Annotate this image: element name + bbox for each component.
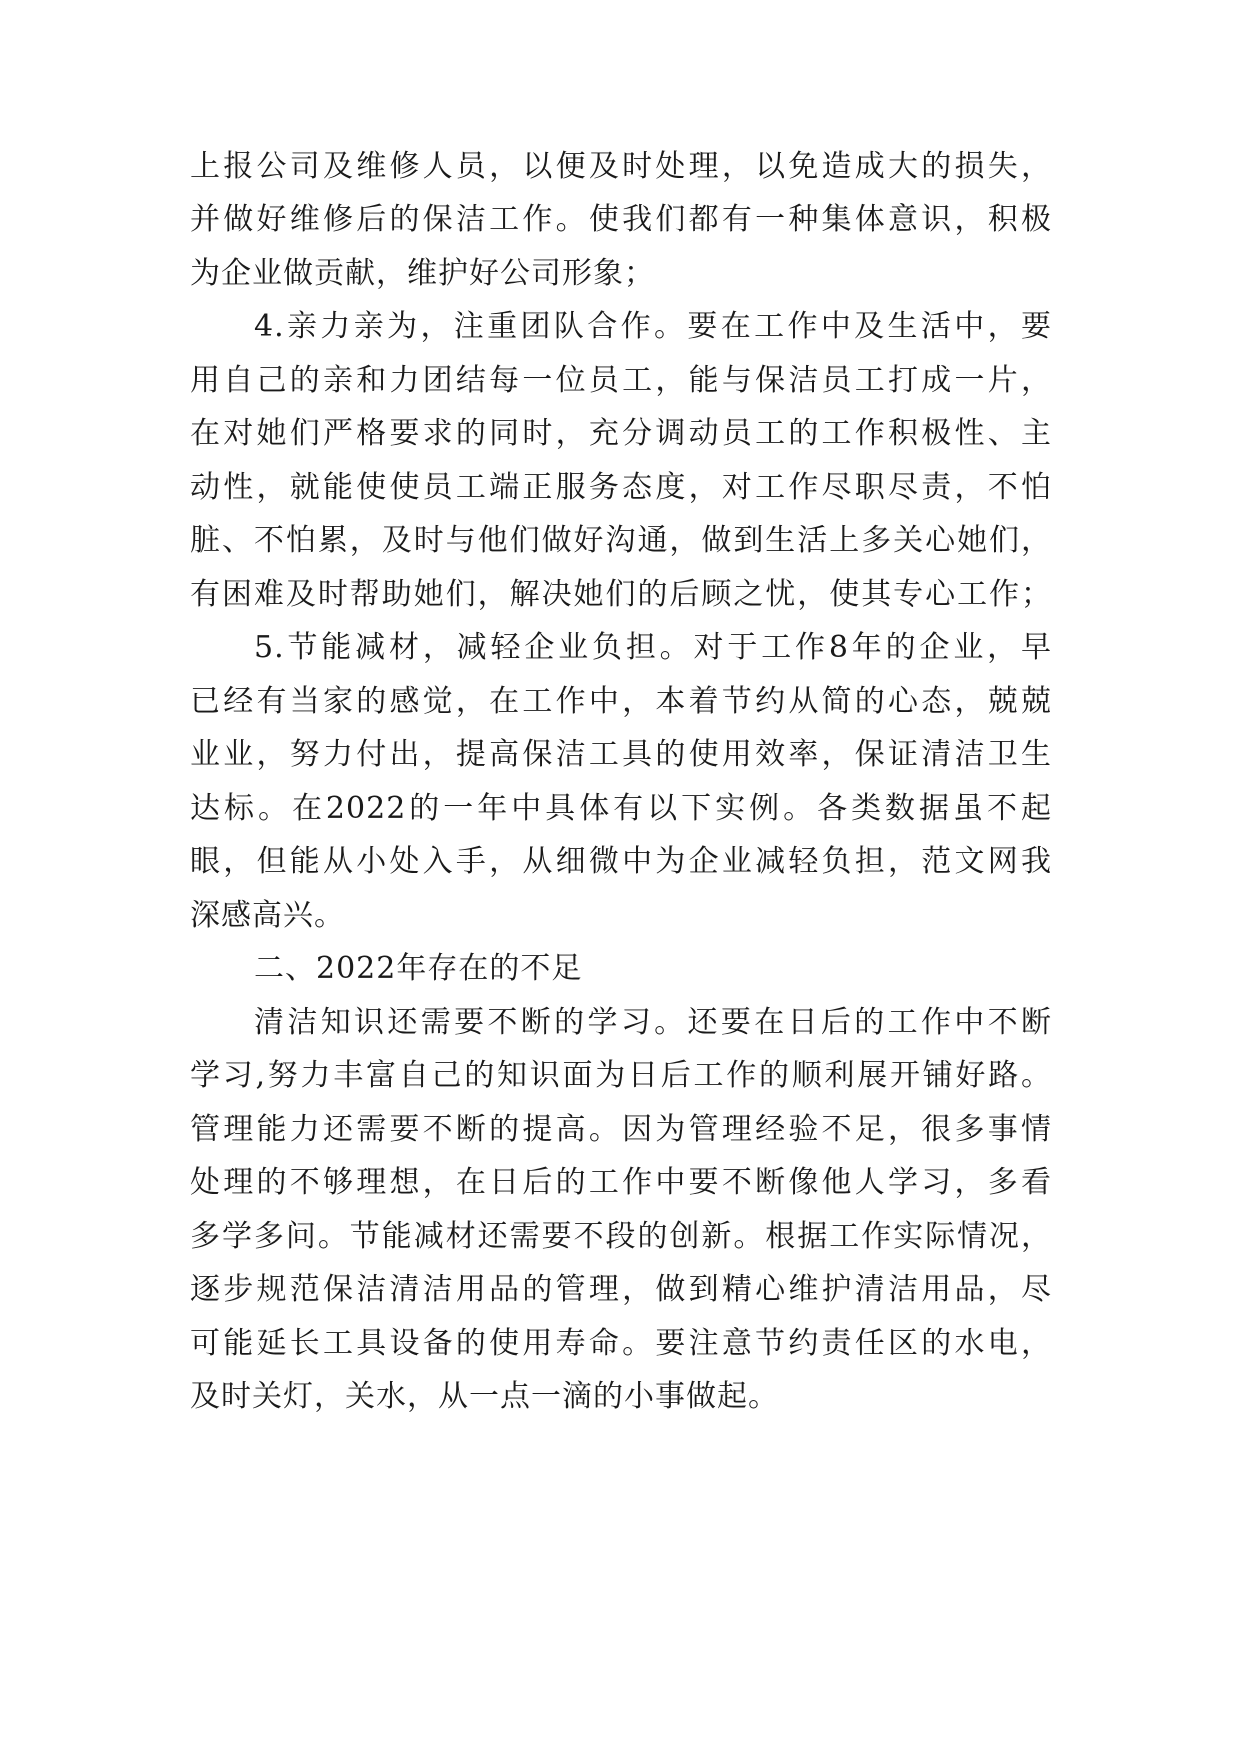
text-line: 用自己的亲和力团结每一位员工，能与保洁员工打成一片， <box>190 363 1052 398</box>
text-line: 脏、不怕累，及时与他们做好沟通，做到生活上多关心她们， <box>190 523 1052 558</box>
text-line: 在对她们严格要求的同时，充分调动员工的工作积极性、主 <box>190 416 1052 451</box>
text-line: 及时关灯，关水，从一点一滴的小事做起。 <box>190 1379 779 1414</box>
text-line: 并做好维修后的保洁工作。使我们都有一种集体意识，积极 <box>190 202 1052 237</box>
text-line: 为企业做贡献，维护好公司形象； <box>190 256 655 291</box>
text-line: 动性，就能使使员工端正服务态度，对工作尽职尽责，不怕 <box>190 470 1052 505</box>
text-line: 已经有当家的感觉，在工作中，本着节约从简的心态，兢兢 <box>190 684 1052 719</box>
text-line: 管理能力还需要不断的提高。因为管理经验不足，很多事情 <box>190 1112 1052 1147</box>
text-line: 5.节能减材，减轻企业负担。对于工作8年的企业，早 <box>254 630 1052 665</box>
text-line: 清洁知识还需要不断的学习。还要在日后的工作中不断 <box>254 1005 1052 1040</box>
text-line: 学习,努力丰富自己的知识面为日后工作的顺利展开铺好路。 <box>190 1058 1052 1093</box>
text-line: 多学多问。节能减材还需要不段的创新。根据工作实际情况， <box>190 1219 1052 1254</box>
text-line: 业业，努力付出，提高保洁工具的使用效率，保证清洁卫生 <box>190 737 1052 772</box>
text-line: 深感高兴。 <box>190 898 345 933</box>
text-line: 有困难及时帮助她们，解决她们的后顾之忧，使其专心工作； <box>190 577 1052 612</box>
text-line: 上报公司及维修人员，以便及时处理，以免造成大的损失， <box>190 149 1052 184</box>
text-line: 可能延长工具设备的使用寿命。要注意节约责任区的水电， <box>190 1326 1052 1361</box>
text-line: 处理的不够理想，在日后的工作中要不断像他人学习，多看 <box>190 1165 1052 1200</box>
section-heading: 二、2022年存在的不足 <box>254 951 583 986</box>
text-line: 眼，但能从小处入手，从细微中为企业减轻负担，范文网我 <box>190 844 1052 879</box>
text-line: 逐步规范保洁清洁用品的管理，做到精心维护清洁用品，尽 <box>190 1272 1052 1307</box>
text-line: 4.亲力亲为，注重团队合作。要在工作中及生活中，要 <box>254 309 1052 344</box>
text-line: 达标。在2022的一年中具体有以下实例。各类数据虽不起 <box>190 791 1052 826</box>
